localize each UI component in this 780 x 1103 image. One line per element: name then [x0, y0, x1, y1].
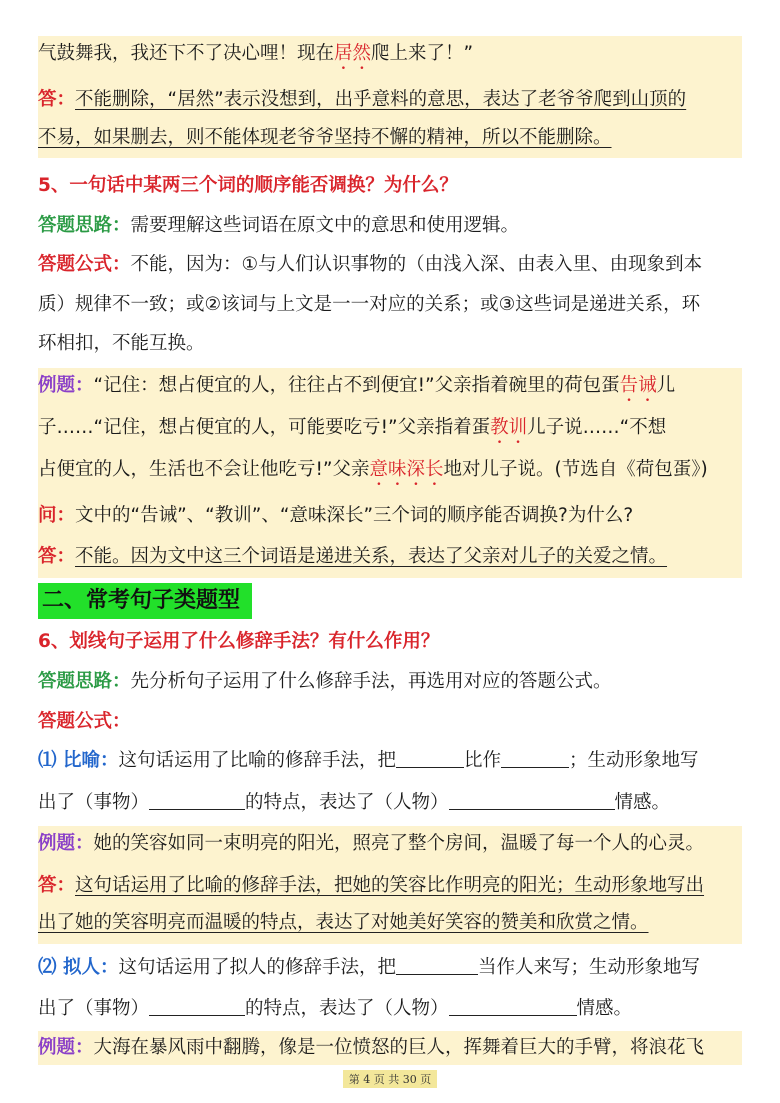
top-answer-line-1	[38, 84, 742, 116]
personification-line-2	[38, 993, 742, 1025]
q5-title	[38, 170, 742, 202]
q5-thinking-text: 需要理解这些词语在原文中的意思和使用逻辑。	[130, 215, 520, 236]
metaphor-blank-2	[501, 747, 569, 768]
metaphor-example-text: 她的笑容如同一束明亮的阳光，照亮了整个房间，温暖了每一个人的心灵。	[93, 833, 705, 854]
metaphor-blank-1	[396, 747, 464, 768]
page-footer	[0, 1068, 780, 1088]
q6-formula	[38, 706, 742, 738]
q5-formula-text-2: 质）规律不一致；或②该词与上文是一一对应的关系；或③这些词是递进关系，环	[38, 294, 701, 315]
personification-line-1	[38, 952, 742, 984]
answer-text-1: 不能删除，“居然”表示没想到，出乎意料的意思，表达了老爷爷爬到山顶的	[75, 89, 687, 110]
q5-example-1b: 儿	[656, 375, 676, 396]
q5-formula-text-1: 不能，因为：①与人们认识事物的（由浅入深、由表入里、由现象到本	[130, 254, 703, 275]
personification-2a: 出了（事物）	[38, 998, 150, 1019]
metaphor-blank-3	[149, 789, 245, 810]
answer-text-2: 不易，如果删去，则不能体现老爷爷坚持不懈的精神，所以不能删除。	[38, 127, 612, 148]
q5-formula-text-3: 环相扣，不能互换。	[38, 333, 205, 354]
q5-example-line-3	[38, 454, 742, 486]
q5-example-3a: 占便宜的人，生活也不会让他吃亏!”父亲	[38, 459, 370, 480]
q5-example-label: 例题：	[38, 375, 94, 396]
q5-formula-label: 答题公式：	[38, 254, 131, 275]
personification-example	[38, 1032, 742, 1064]
metaphor-2c: 情感。	[614, 792, 671, 813]
section-heading: 二、常考句子类题型	[38, 583, 252, 619]
metaphor-line-1	[38, 745, 742, 777]
quote-red-word: 居然	[334, 43, 372, 64]
metaphor-1c: ；生动形象地写	[568, 750, 699, 771]
q5-thinking-label: 答题思路：	[38, 215, 131, 236]
q5-ask	[38, 500, 742, 532]
q5-answer-text: 不能。因为文中这三个词语是递进关系，表达了父亲对儿子的关爱之情。	[75, 546, 668, 567]
metaphor-line-2	[38, 787, 742, 819]
metaphor-2b: 的特点，表达了（人物）	[245, 792, 449, 813]
personification-1b: 当作人来写；生动形象地写	[477, 957, 700, 978]
personification-label: ⑵ 拟人：	[38, 957, 119, 978]
q5-example-2a: 子……“记住，想占便宜的人，可能要吃亏!”父亲指着蛋	[38, 417, 491, 438]
top-answer-line-2	[38, 122, 742, 154]
personification-blank-3	[449, 995, 577, 1016]
metaphor-2a: 出了（事物）	[38, 792, 150, 813]
q5-ask-label: 问：	[38, 505, 76, 526]
personification-2c: 情感。	[576, 998, 633, 1019]
q6-thinking-label: 答题思路：	[38, 671, 131, 692]
q5-formula-line-2	[38, 289, 742, 321]
metaphor-answer-line-1	[38, 870, 742, 902]
personification-2b: 的特点，表达了（人物）	[245, 998, 449, 1019]
metaphor-label: ⑴ 比喻：	[38, 750, 119, 771]
personification-blank-1	[396, 954, 478, 975]
q6-formula-label: 答题公式：	[38, 711, 131, 732]
metaphor-answer-label: 答：	[38, 875, 76, 896]
q6-thinking-text: 先分析句子运用了什么修辞手法，再选用对应的答题公式。	[130, 671, 612, 692]
q5-example-1a: “记住：想占便宜的人，往往占不到便宜!”父亲指着碗里的荷包蛋	[93, 375, 620, 396]
q5-example-2b: 儿子说……“不想	[527, 417, 667, 438]
metaphor-1b: 比作	[463, 750, 501, 771]
metaphor-1a: 这句话运用了比喻的修辞手法，把	[118, 750, 396, 771]
q6-title-text: 6、划线句子运用了什么修辞手法？有什么作用？	[38, 631, 440, 652]
personification-blank-2	[149, 995, 245, 1016]
page-number: 第 4 页 共 30 页	[343, 1070, 437, 1088]
q5-word-gaojie: 告诫	[619, 375, 657, 396]
q5-answer	[38, 541, 742, 573]
metaphor-example	[38, 828, 742, 860]
metaphor-example-label: 例题：	[38, 833, 94, 854]
q5-formula-line-1	[38, 249, 742, 281]
q5-word-yiweishenchang: 意味深长	[369, 459, 444, 480]
metaphor-blank-4	[449, 789, 615, 810]
metaphor-answer-2: 出了她的笑容明亮而温暖的特点，表达了对她美好笑容的赞美和欣赏之情。	[38, 912, 649, 933]
q5-example-3b: 地对儿子说。(节选自《荷包蛋》)	[443, 459, 708, 480]
q5-word-jiaoxun: 教训	[490, 417, 528, 438]
q5-example-line-1	[38, 370, 742, 402]
quote-tail-1: 气鼓舞我，我还下不了决心哩！现在	[38, 43, 335, 64]
q5-example-line-2	[38, 412, 742, 444]
q5-title-text: 5、一句话中某两三个词的顺序能否调换？为什么？	[38, 175, 458, 196]
answer-label: 答：	[38, 89, 76, 110]
q5-answer-label: 答：	[38, 546, 76, 567]
personification-example-text: 大海在暴风雨中翻腾，像是一位愤怒的巨人，挥舞着巨大的手臂，将浪花飞	[93, 1037, 705, 1058]
q6-title	[38, 626, 742, 658]
quote-tail-line	[38, 38, 742, 70]
quote-tail-2: 爬上来了！”	[371, 43, 474, 64]
metaphor-answer-1: 这句话运用了比喻的修辞手法，把她的笑容比作明亮的阳光；生动形象地写出	[75, 875, 705, 896]
q5-thinking	[38, 210, 742, 242]
q5-formula-line-3	[38, 328, 742, 360]
metaphor-answer-line-2	[38, 907, 742, 939]
personification-example-label: 例题：	[38, 1037, 94, 1058]
q5-ask-text: 文中的“告诫”、“教训”、“意味深长”三个词的顺序能否调换?为什么?	[75, 505, 634, 526]
personification-1a: 这句话运用了拟人的修辞手法，把	[118, 957, 396, 978]
q6-thinking	[38, 666, 742, 698]
